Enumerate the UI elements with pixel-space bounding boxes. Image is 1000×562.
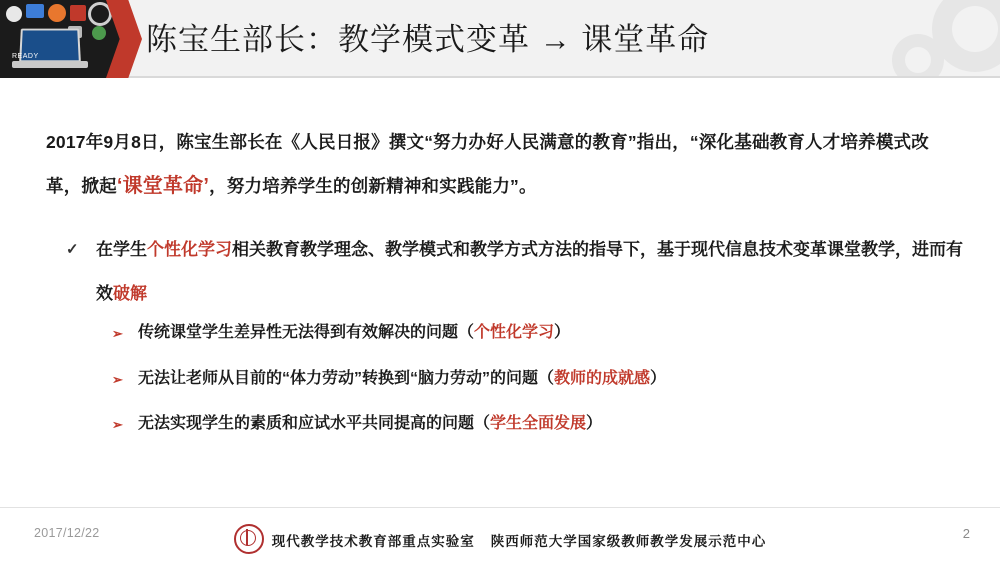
footer-center-name: 陕西师范大学国家级教师教学发展示范中心 xyxy=(490,534,767,549)
bullet-level1 xyxy=(66,228,964,316)
intro-paragraph-part1: 2017年9月8日，陈宝生部长在《人民日报》撰文“努力办好人民满意的教育”指出，“深化基础教育人才培养模式改革，掀起 xyxy=(46,132,929,196)
collage-orange-dot-icon xyxy=(48,4,66,22)
arrow-right-icon: ➢ xyxy=(112,372,123,387)
footer-institution xyxy=(0,524,1000,554)
slide-header xyxy=(0,0,1000,78)
ready-label: READY xyxy=(12,53,39,60)
bullet-level2-1-text xyxy=(112,321,952,345)
bullet2-1-text-end: ） xyxy=(554,324,571,341)
bullet2-2-highlight: 教师的成就感 xyxy=(554,370,651,387)
check-icon: ✓ xyxy=(66,241,79,258)
page-title: 陈宝生部长：教学模式变革 → 课堂革命 xyxy=(146,22,710,57)
collage-square-icon xyxy=(26,4,44,18)
bullet1-highlight-a: 个性化学习 xyxy=(147,240,232,259)
bullet2-3-highlight: 学生全面发展 xyxy=(490,415,587,432)
intro-paragraph xyxy=(46,120,958,208)
gear-small-inner-icon xyxy=(905,47,931,73)
slide-content xyxy=(0,78,1000,508)
footer-lab-name: 现代教学技术教育部重点实验室 xyxy=(271,534,475,549)
intro-paragraph-highlight: ‘课堂革命’ xyxy=(116,175,210,197)
bullet2-3-text: 无法实现学生的素质和应试水平共同提高的问题（ xyxy=(138,415,491,432)
bullet-level2-1 xyxy=(112,321,952,345)
page-number: 2 xyxy=(962,526,970,541)
collage-dot-icon xyxy=(6,6,22,22)
bullet1-highlight-b: 破解 xyxy=(113,284,147,303)
university-seal-icon xyxy=(234,524,264,554)
bullet1-text-a: 在学生 xyxy=(96,240,147,259)
bullet-level2-2-text xyxy=(112,367,952,391)
bullet-level2-3 xyxy=(112,412,952,436)
intro-paragraph-part2: ，努力培养学生的创新精神和实践能力”。 xyxy=(209,176,537,196)
bullet1-text-b: 相关教育教学理念、教学模式和教学方式方法的指导下，基于现代信息技术变革课堂教学，进而有效 xyxy=(96,240,963,303)
bullet-level2-3-text xyxy=(112,412,952,436)
footer-date: 2017/12/22 xyxy=(34,526,100,540)
gear-inner-icon xyxy=(952,6,998,52)
bullet2-1-text: 传统课堂学生差异性无法得到有效解决的问题（ xyxy=(138,324,475,341)
bullet2-2-text: 无法让老师从目前的“体力劳动”转换到“脑力劳动”的问题（ xyxy=(138,370,555,387)
collage-green-dot-icon xyxy=(92,26,106,40)
header-gear-decoration xyxy=(850,0,1000,76)
arrow-right-icon: ➢ xyxy=(112,326,123,341)
bullet-level2-2 xyxy=(112,367,952,391)
bullet-level1-text xyxy=(74,228,964,316)
collage-red-square-icon xyxy=(70,5,86,21)
laptop-base xyxy=(12,61,88,68)
header-collage-image xyxy=(0,0,122,78)
bullet2-1-highlight: 个性化学习 xyxy=(474,324,555,341)
arrow-right-icon: ➢ xyxy=(112,417,123,432)
bullet2-2-text-end: ） xyxy=(650,370,667,387)
slide-footer xyxy=(0,507,1000,562)
bullet2-3-text-end: ） xyxy=(586,415,603,432)
